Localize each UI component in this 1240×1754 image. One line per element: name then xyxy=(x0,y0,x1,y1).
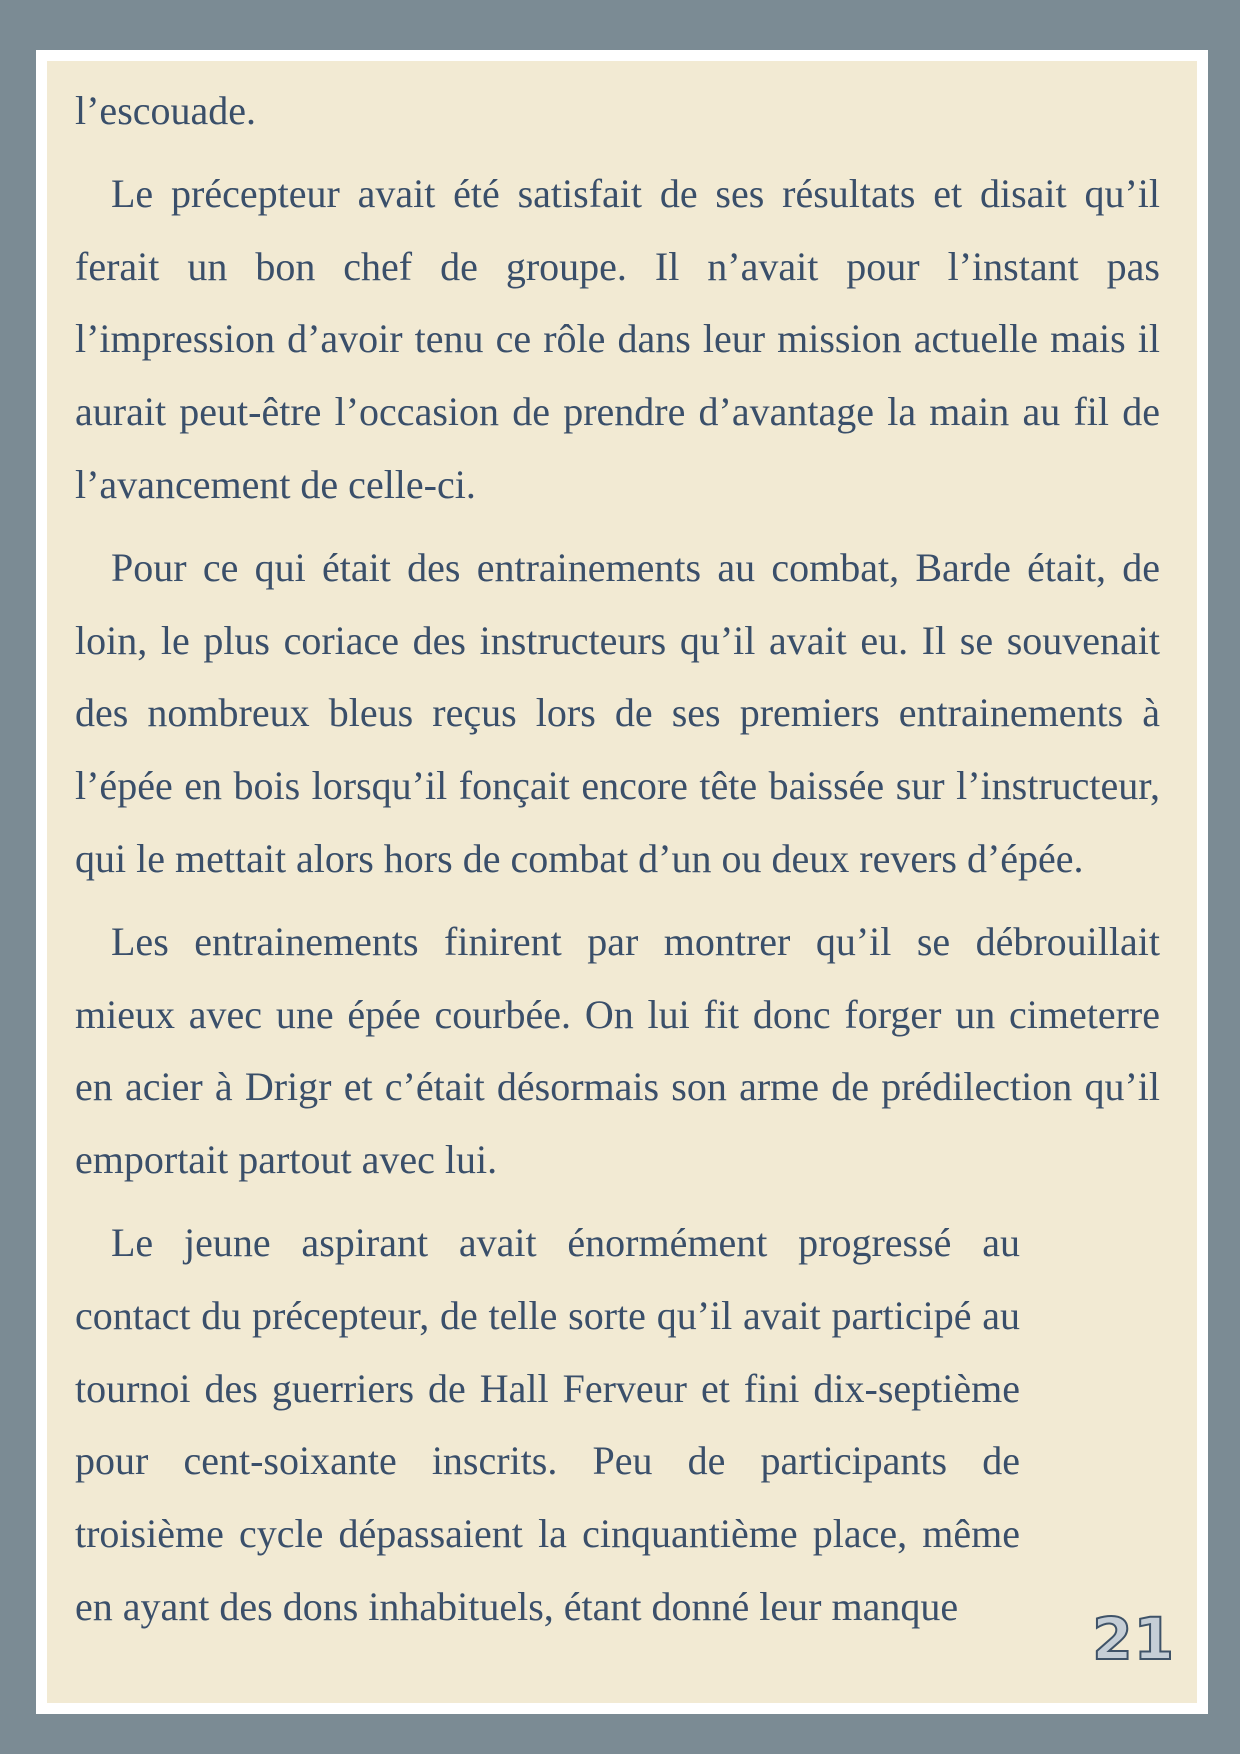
page-number: 21 xyxy=(1092,1605,1175,1673)
paragraph: l’escouade. xyxy=(75,88,257,133)
paragraph: Pour ce qui était des entrainements au combat, Barde était, de loin, le plus coriace des instructeurs qu’il avait eu. Il se souvenait des nombreux bleus reçus lors de ses premiers entrainements à l’épée en bois lorsqu’il fonçait encore tête baissée sur l’instructeur, qui le mettait alors hors de combat d’un ou deux revers d’épée. xyxy=(75,544,1160,881)
book-page xyxy=(47,61,1197,1703)
paragraph: Le précepteur avait été satisfait de ses résultats et disait qu’il ferait un bon chef de groupe. Il n’avait pour l’instant pas l’impression d’avoir tenu ce rôle dans leur mission actuelle mais il aurait peut-être l’occasion de prendre d’avantage la main au fil de l’avancement de celle-ci. xyxy=(75,170,1160,507)
paragraph: Le jeune aspirant avait énormément progressé au contact du précepteur, de telle sorte qu’il avait participé au tournoi des guerriers de Hall Ferveur et fini dix-septième pour cent-soixante inscrits. Peu de participants de troisième cycle dépassaient la cinquantième place, même en ayant des dons inhabituels, étant donné leur manque xyxy=(75,1219,1020,1629)
body-text xyxy=(75,75,1160,1654)
paragraph: Les entrainements finirent par montrer qu’il se débrouillait mieux avec une épée courbée. On lui fit donc forger un cimeterre en acier à Drigr et c’était désormais son arme de prédilection qu’il emportait partout avec lui. xyxy=(75,918,1160,1183)
